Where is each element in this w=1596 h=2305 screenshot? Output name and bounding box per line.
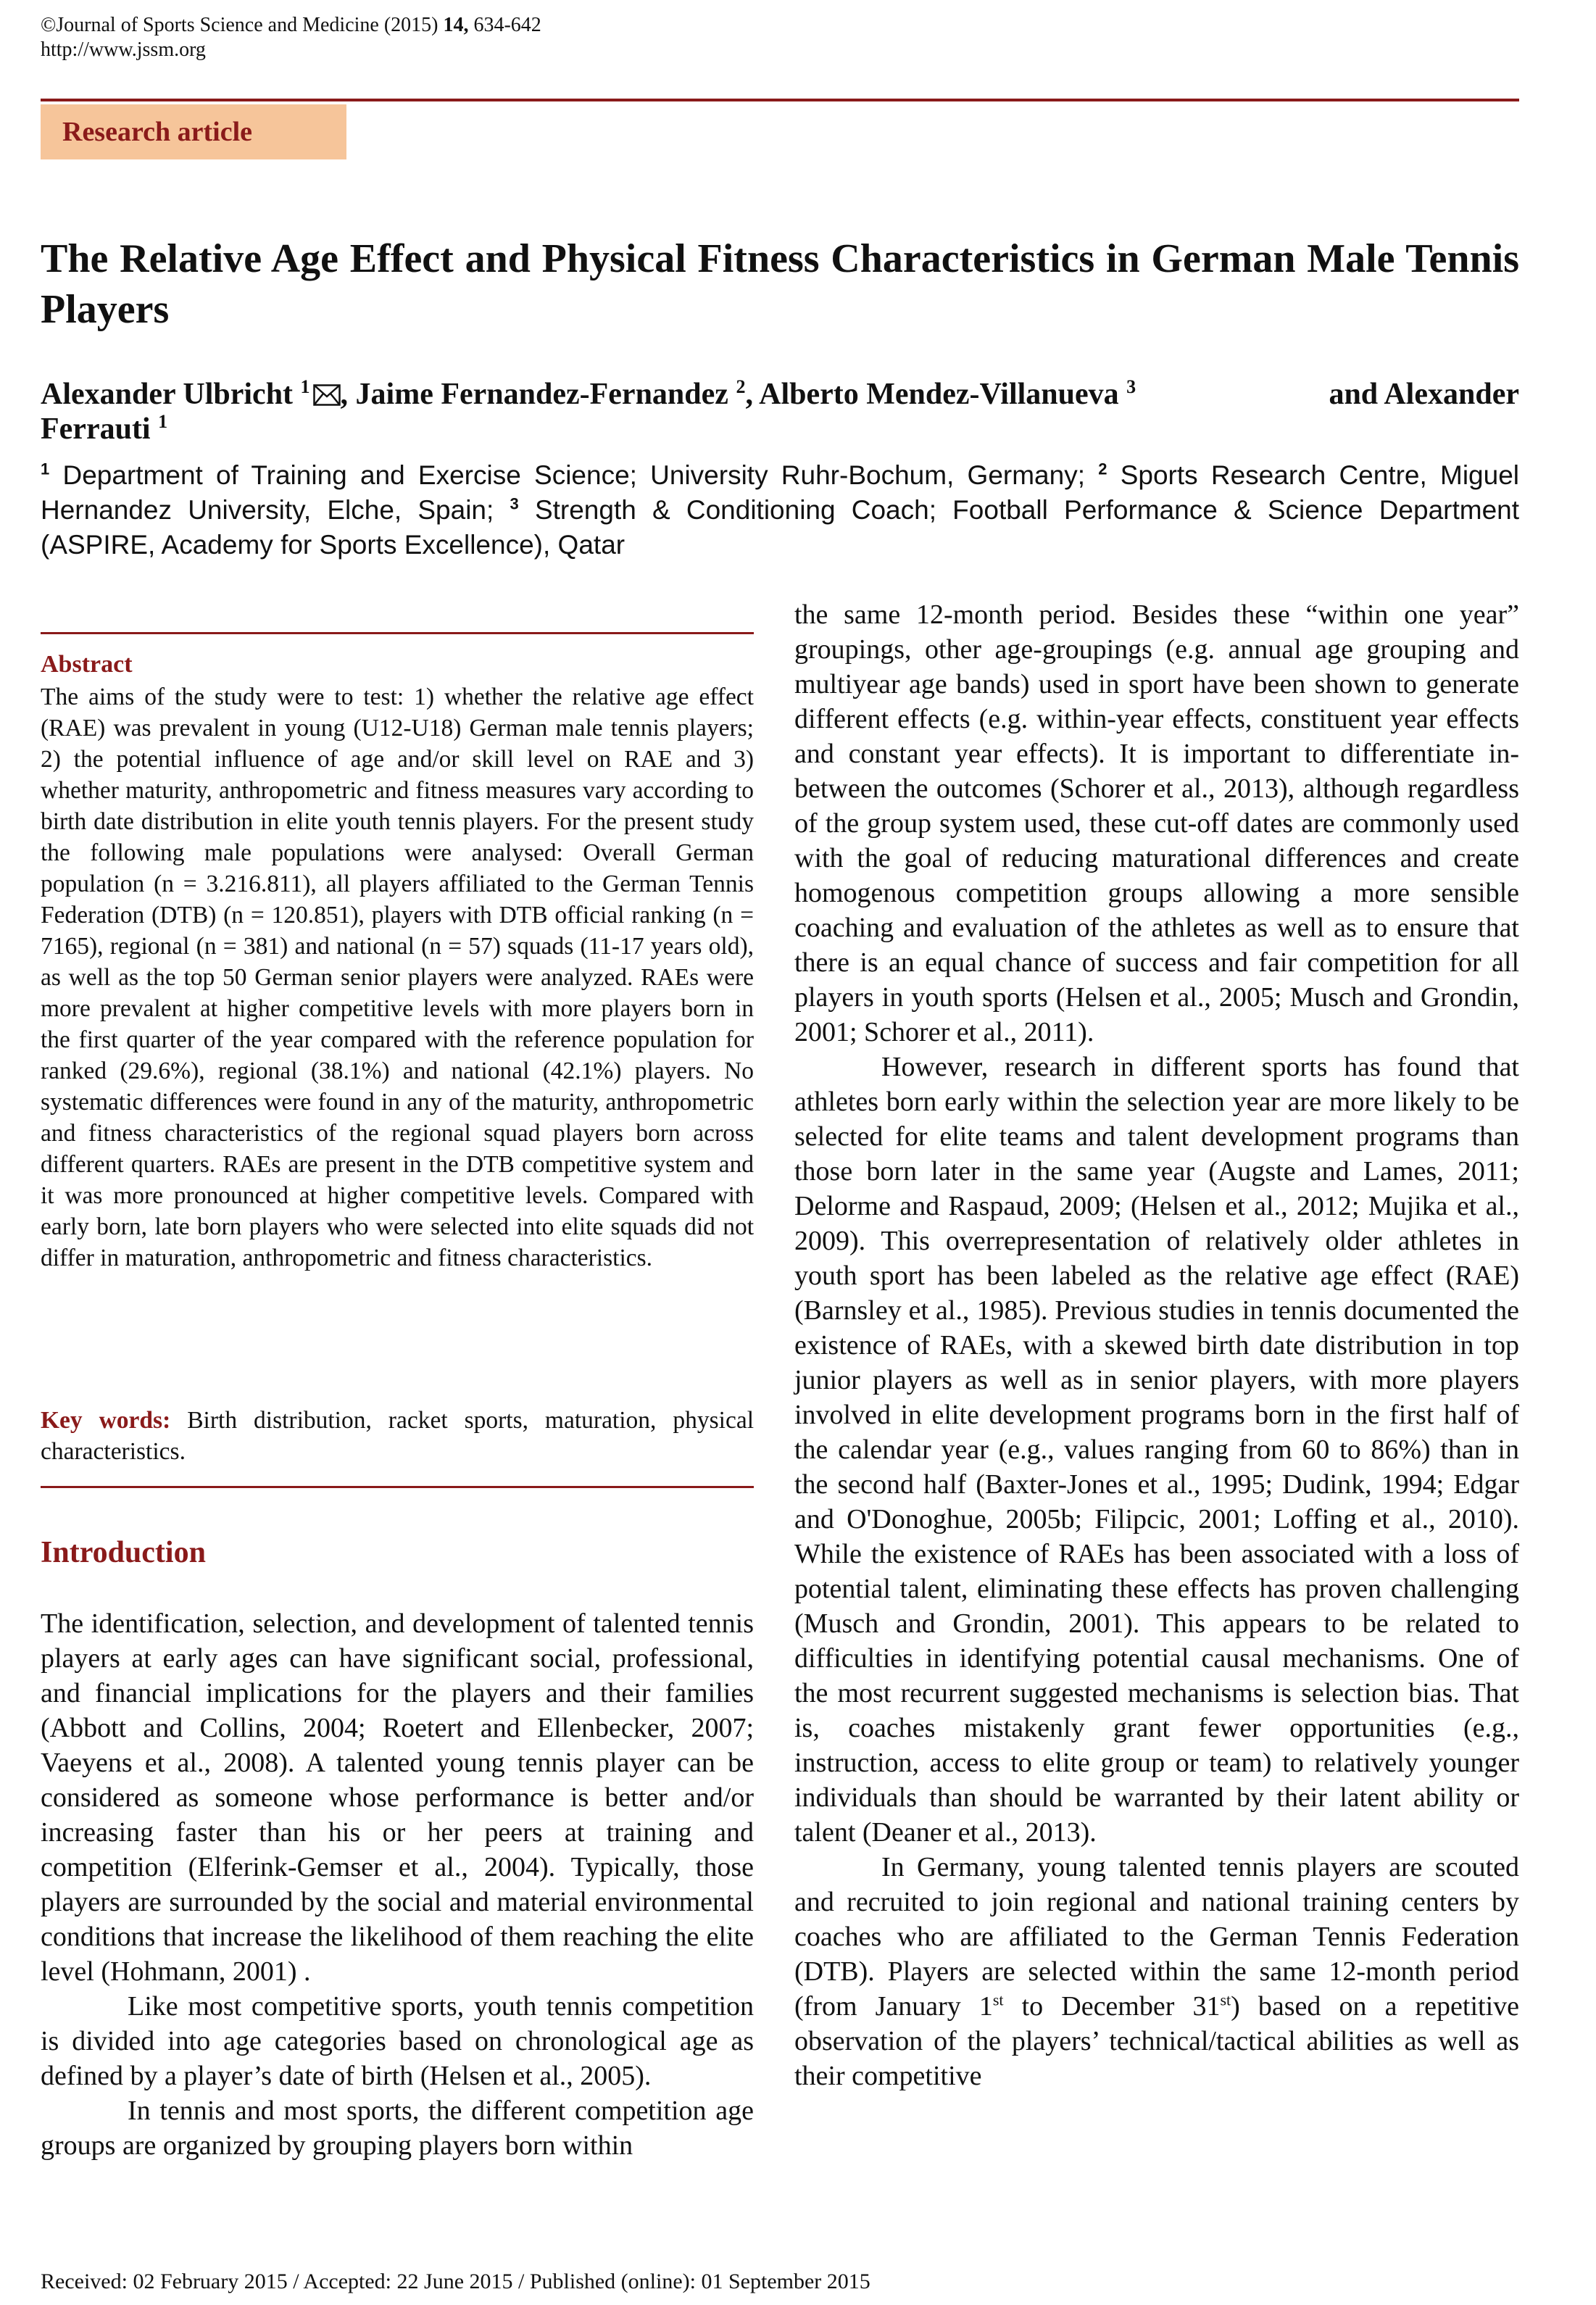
affiliations: $^1$ Department of Training and Exercise Science; University Ruhr-Bochum, Germany; $^2$ Sports Research Centre, Miguel Hernandez University, Elche, Spain; $^3$ Strength & Conditioning Coach; Football Performance & Science Department (ASPIRE, Academy for Sports Excellence), Qatar [41,460,1520,560]
paragraph: In tennis and most sports, the different competition age groups are organized by grouping players born within [41,2096,754,2161]
section-heading-introduction: Introduction [41,1536,206,1569]
article-type-badge: Research article [41,104,346,159]
journal-url[interactable]: http://www.jssm.org [41,38,206,61]
abstract-heading: Abstract [41,651,133,678]
right-column-body [794,597,1519,2093]
paragraph: The identification, selection, and development of talented tennis players at early ages can have significant social, professional, and financial implications for the players and their families (Abbott and Collins, 2004; Roetert and Ellenbecker, 2007; Vaeyens et al., 2008). A talented young tennis player can be considered as someone whose performance is better and/or increasing faster than his or her peers at training and competition (Elferink-Gemser et al., 2004). Typically, those players are surrounded by the social and material environmental conditions that increase the likelihood of them reaching the elite level (Hohmann, 2001) . [41,1608,754,1987]
paragraph: In Germany, young talented tennis players are scouted and recruited to join regional and national training centers by coaches who are affiliated to the German Tennis Federation (DTB). Players are selected within the same 12-month period (from January 1st to December 31st) based on a repetitive observation of the players’ technical/tactical abilities as well as their competitive [794,1852,1519,2091]
abstract-text: The aims of the study were to test: 1) whether the relative age effect (RAE) was prevalent in young (U12-U18) German male tennis players; 2) the potential influence of age and/or skill level on RAE and 3) whether maturity, anthropometric and fitness measures vary according to birth date distribution in elite youth tennis players. For the present study the following male populations were analysed: Overall German population (n = 3.216.811), all players affiliated to the German Tennis Federation (DTB) (n = 120.851), players with DTB official ranking (n = 7165), regional (n = 381) and national (n = 57) squads (11-17 years old), as well as the top 50 German senior players were analyzed. RAEs were more prevalent at higher competitive levels with more players born in the first quarter of the year compared with the reference population for ranked (29.6%), regional (38.1%) and national (42.1%) players. No systematic differences were found in any of the maturity, anthropometric and fitness characteristics of the regional squad players born across different quarters. RAEs are present in the DTB competitive system and it was more pronounced at higher competitive levels. Compared with early born, late born players who were selected into elite squads did not differ in maturation, anthropometric and fitness characteristics. [41,684,754,1271]
keywords-bottom-rule [41,1486,754,1488]
author-list [41,377,1519,447]
publication-dates-footer: Received: 02 February 2015 / Accepted: 22 June 2015 / Published (online): 01 September 2015 [41,2269,870,2293]
keywords: Key words: Birth distribution, racket sports, maturation, physical characteristics. [41,1407,755,1465]
journal-citation: ©Journal of Sports Science and Medicine (2015) 14, 634-642 [41,14,541,36]
envelope-icon[interactable] [313,384,341,406]
keywords-label: Key words: [41,1407,171,1434]
journal-header [41,13,541,62]
left-column-body [41,1606,754,2163]
paragraph: However, research in different sports has found that athletes born early within the selection year are more likely to be selected for elite teams and talent development programs than those born later in the same year (Augste and Lames, 2011; Delorme and Raspaud, 2009; (Helsen et al., 2012; Mujika et al., 2009). This overrepresentation of relatively older athletes in youth sport has been labeled as the relative age effect (RAE) (Barnsley et al., 1985). Previous studies in tennis documented the existence of RAEs, with a skewed birth date distribution in top junior players as well as in senior players, with more players involved in elite development programs born in the first half of the calendar year (e.g., values ranging from 60 to 86%) than in the second half (Baxter-Jones et al., 1995; Dudink, 1994; Edgar and O'Donoghue, 2005b; Filipcic, 2001; Loffing et al., 2010). While the existence of RAEs has been associated with a loss of potential talent, eliminating these effects has proven challenging (Musch and Grondin, 2001). This appears to be related to difficulties in identifying potential causal mechanisms. One of the most recurrent suggested mechanisms is selection bias. That is, coaches mistakenly grant fewer opportunities (e.g., instruction, access to elite group or team) to relatively younger individuals than should be warranted by their latent ability or talent (Deaner et al., 2013). [794,1052,1519,1848]
header-rule [41,99,1519,101]
paragraph: Like most competitive sports, youth tennis competition is divided into age categories based on chronological age as defined by a player’s date of birth (Helsen et al., 2005). [41,1991,754,2091]
author-line [41,377,1519,412]
author-ferrauti-last: Ferrauti $^1$ [41,411,168,446]
author-ulbricht: Alexander Ulbricht $^1$ , Jaime Fernandez-Fernandez $^2$, Alberto Mendez-Villanueva $^3$ [41,376,1136,411]
abstract-top-rule [41,632,754,634]
journal-volume: 14, [443,14,469,36]
paragraph: the same 12-month period. Besides these “within one year” groupings, other age-groupings (e.g. annual age grouping and multiyear age bands) used in sport have been shown to generate different effects (e.g. within-year effects, constituent year effects and constant year effects). It is important to differentiate in-between the outcomes (Schorer et al., 2013), although regardless of the group system used, these cut-off dates are commonly used with the goal of reducing maturational differences and create homogenous competition groups allowing a more sensible coaching and evaluation of the athletes as well as to ensure that there is an equal chance of success and fair competition for all players in youth sports (Helsen et al., 2005; Musch and Grondin, 2001; Schorer et al., 2011). [794,599,1519,1047]
article-title: The Relative Age Effect and Physical Fitness Characteristics in German Male Tennis Players [41,236,1519,332]
author-ferrauti-first: and Alexander [1329,378,1519,411]
